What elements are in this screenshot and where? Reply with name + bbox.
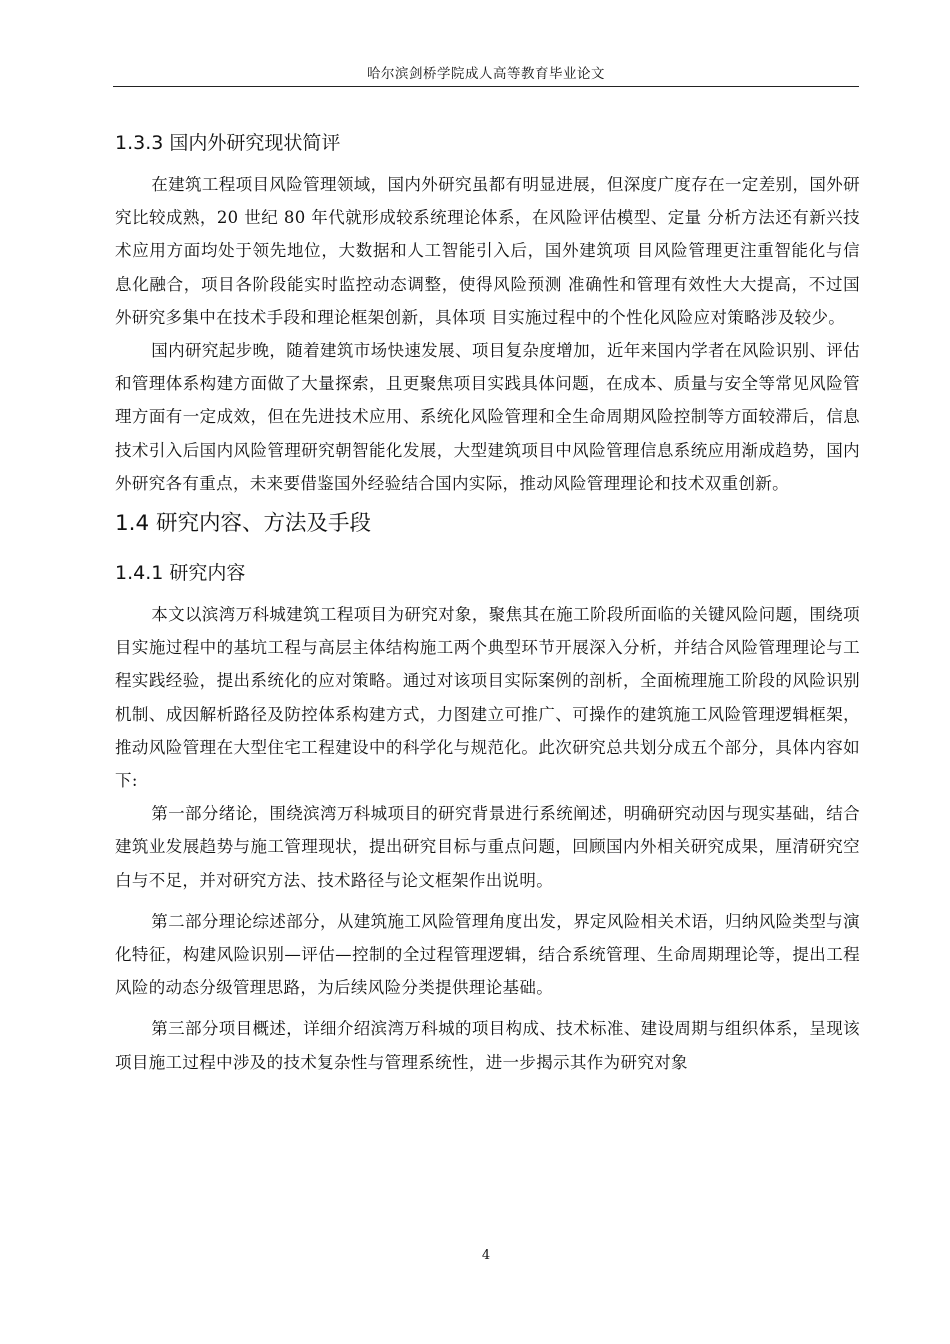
document-body bbox=[115, 120, 860, 1079]
heading-1-3-3: 1.3.3 国内外研究现状简评 bbox=[115, 132, 341, 154]
running-header: 哈尔滨剑桥学院成人高等教育毕业论文 bbox=[367, 66, 605, 82]
page-number: 4 bbox=[481, 1248, 491, 1263]
paragraph-part-three: 第三部分项目概述，详细介绍滨湾万科城的项目构成、技术标准、建设周期与组织体系，呈现该项目施工过程中涉及的技术复杂性与管理系统性，进一步揭示其作为研究对象 bbox=[115, 1019, 860, 1072]
paragraph-1-3-3-a: 在建筑工程项目风险管理领域，国内外研究虽都有明显进展，但深度广度存在一定差别，国外研究比较成熟，20 世纪 80 年代就形成较系统理论体系，在风险评估模型、定量 分析方法还有新兴技术应用方面均处于领先地位，大数据和人工智能引入后，国外建筑项 目风险管理更注重智能化与信息化融合，项目各阶段能实时监控动态调整，使得风险预测 准确性和管理有效性大大提高，不过国外研究多集中在技术手段和理论框架创新，具体项 目实施过程中的个性化风险应对策略涉及较少。 bbox=[115, 175, 860, 327]
header-rule bbox=[113, 86, 859, 87]
paragraph-part-one: 第一部分绪论，围绕滨湾万科城项目的研究背景进行系统阐述，明确研究动因与现实基础，结合建筑业发展趋势与施工管理现状，提出研究目标与重点问题，回顾国内外相关研究成果，厘清研究空白与不足，并对研究方法、技术路径与论文框架作出说明。 bbox=[115, 804, 860, 890]
paragraph-1-4-1-intro: 本文以滨湾万科城建筑工程项目为研究对象，聚焦其在施工阶段所面临的关键风险问题，围绕项目实施过程中的基坑工程与高层主体结构施工两个典型环节开展深入分析，并结合风险管理理论与工程实践经验，提出系统化的应对策略。通过对该项目实际案例的剖析，全面梳理施工阶段的风险识别机制、成因解析路径及防控体系构建方式，力图建立可推广、可操作的建筑施工风险管理逻辑框架，推动风险管理在大型住宅工程建设中的科学化与规范化。此次研究总共划分成五个部分，具体内容如下: bbox=[115, 605, 860, 791]
heading-1-4-1: 1.4.1 研究内容 bbox=[115, 562, 246, 585]
paragraph-part-two: 第二部分理论综述部分，从建筑施工风险管理角度出发，界定风险相关术语，归纳风险类型与演化特征，构建风险识别—评估—控制的全过程管理逻辑，结合系统管理、生命周期理论等，提出工程风险的动态分级管理思路，为后续风险分类提供理论基础。 bbox=[115, 911, 860, 998]
paragraph-1-3-3-b: 国内研究起步晚，随着建筑市场快速发展、项目复杂度增加，近年来国内学者在风险识别、评估和管理体系构建方面做了大量探索，且更聚焦项目实践具体问题，在成本、质量与安全等常见风险管理方面有一定成效，但在先进技术应用、系统化风险管理和全生命周期风险控制等方面较滞后，信息技术引入后国内风险管理研究朝智能化发展，大型建筑项目中风险管理信息系统应用渐成趋势，国内外研究各有重点，未来要借鉴国外经验结合国内实际，推动风险管理理论和技术双重创新。 bbox=[115, 341, 860, 493]
heading-1-4: 1.4 研究内容、方法及手段 bbox=[115, 511, 372, 537]
